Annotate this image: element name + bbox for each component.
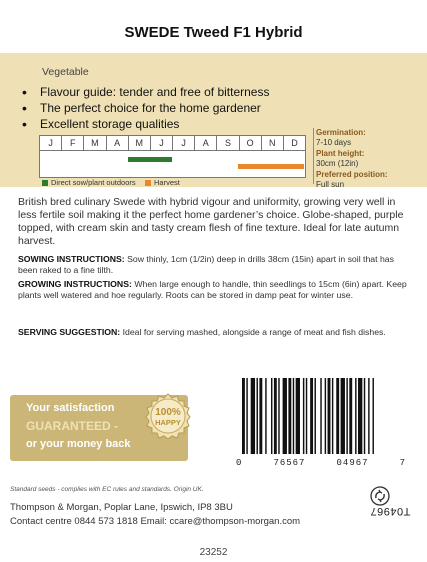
calendar-month: N [262, 136, 284, 150]
guarantee-line-2: GUARANTEED - [26, 419, 118, 433]
product-title: SWEDE Tweed F1 Hybrid [124, 24, 303, 41]
calendar-month: A [107, 136, 129, 150]
serving-suggestion [18, 327, 410, 338]
calendar-month: M [84, 136, 106, 150]
badge-happy: HAPPY [155, 418, 181, 427]
growing-heading: GROWING INSTRUCTIONS: [18, 279, 132, 289]
category-label: Vegetable [42, 66, 89, 78]
info-divider [313, 128, 314, 184]
calendar-month: J [151, 136, 173, 150]
serving-text: Ideal for serving mashed, alongside a range of meat and fish dishes. [120, 327, 386, 337]
serving-heading: SERVING SUGGESTION: [18, 327, 121, 337]
harvest-swatch [145, 180, 151, 186]
company-address: Thompson & Morgan, Poplar Lane, Ipswich, IP8 3BU [10, 502, 233, 513]
barcode-check: 7 [399, 458, 406, 468]
growing-instructions [18, 279, 410, 301]
legend-harvest [145, 178, 180, 187]
product-code: T04967 [370, 505, 411, 517]
feature-item: • Flavour guide: tender and free of bitterness [20, 84, 269, 100]
calendar-month: M [129, 136, 151, 150]
calendar-month: D [291, 138, 298, 148]
sowing-text: Sow thinly, 1cm (1/2in) deep in drills 38cm (15in) apart in soil that has been raked to a fine tilth. [18, 254, 394, 275]
guarantee-line-1: Your satisfaction [26, 402, 115, 414]
legend-harvest-label: Harvest [154, 178, 180, 187]
plant-info [316, 128, 421, 189]
sow-bar [128, 157, 172, 162]
badge-percent: 100% [155, 407, 181, 418]
recycle-icon [370, 486, 390, 506]
legend-sow [42, 178, 136, 187]
contact-info: Contact centre 0844 573 1818 Email: ccare@thompson-morgan.com [10, 516, 301, 527]
germination-label: Germination: [316, 128, 366, 137]
germination-value: 7-10 days [316, 137, 352, 147]
sow-swatch [42, 180, 48, 186]
packet-number: 23252 [199, 547, 228, 558]
feature-item: • Excellent storage qualities [20, 116, 269, 132]
barcode [236, 378, 406, 456]
sowing-calendar [39, 135, 306, 178]
growing-text: When large enough to handle, thin seedlings to 15cm (6in) apart. Keep plants well watered and hoe regularly. Roots can be stored in damp peat for winter use. [18, 279, 407, 300]
feature-list [20, 84, 269, 132]
guarantee-line-3: or your money back [26, 438, 131, 450]
calendar-month: J [40, 136, 62, 150]
calendar-month: F [62, 136, 84, 150]
position-label: Preferred position: [316, 170, 388, 179]
calendar-month: S [217, 136, 239, 150]
calendar-months [40, 136, 305, 151]
sowing-heading: SOWING INSTRUCTIONS: [18, 254, 125, 264]
height-value: 30cm (12in) [316, 158, 359, 168]
standards-note: Standard seeds - complies with EC rules and standards. Origin UK. [10, 486, 204, 493]
calendar-month: A [195, 136, 217, 150]
barcode-first: 0 [236, 458, 243, 468]
harvest-bar [238, 164, 304, 169]
barcode-right: 04967 [336, 458, 369, 468]
sowing-instructions [18, 254, 410, 276]
position-value: Full sun [316, 179, 345, 189]
calendar-month: O [240, 136, 262, 150]
barcode-digits [236, 458, 406, 468]
feature-item: • The perfect choice for the home gardener [20, 100, 269, 116]
legend-sow-label: Direct sow/plant outdoors [51, 178, 136, 187]
calendar-month: J [173, 136, 195, 150]
height-label: Plant height: [316, 149, 365, 158]
barcode-left: 76567 [273, 458, 306, 468]
happy-badge-icon [145, 393, 191, 439]
product-description: British bred culinary Swede with hybrid vigour and uniformity, growing very well in less fertile soil making it the perfect home gardener’s choice. Globe-shaped, purple topped, with cream skin and tasty cream flesh of fine texture. Ideal for late autumn harvest. [18, 196, 404, 247]
